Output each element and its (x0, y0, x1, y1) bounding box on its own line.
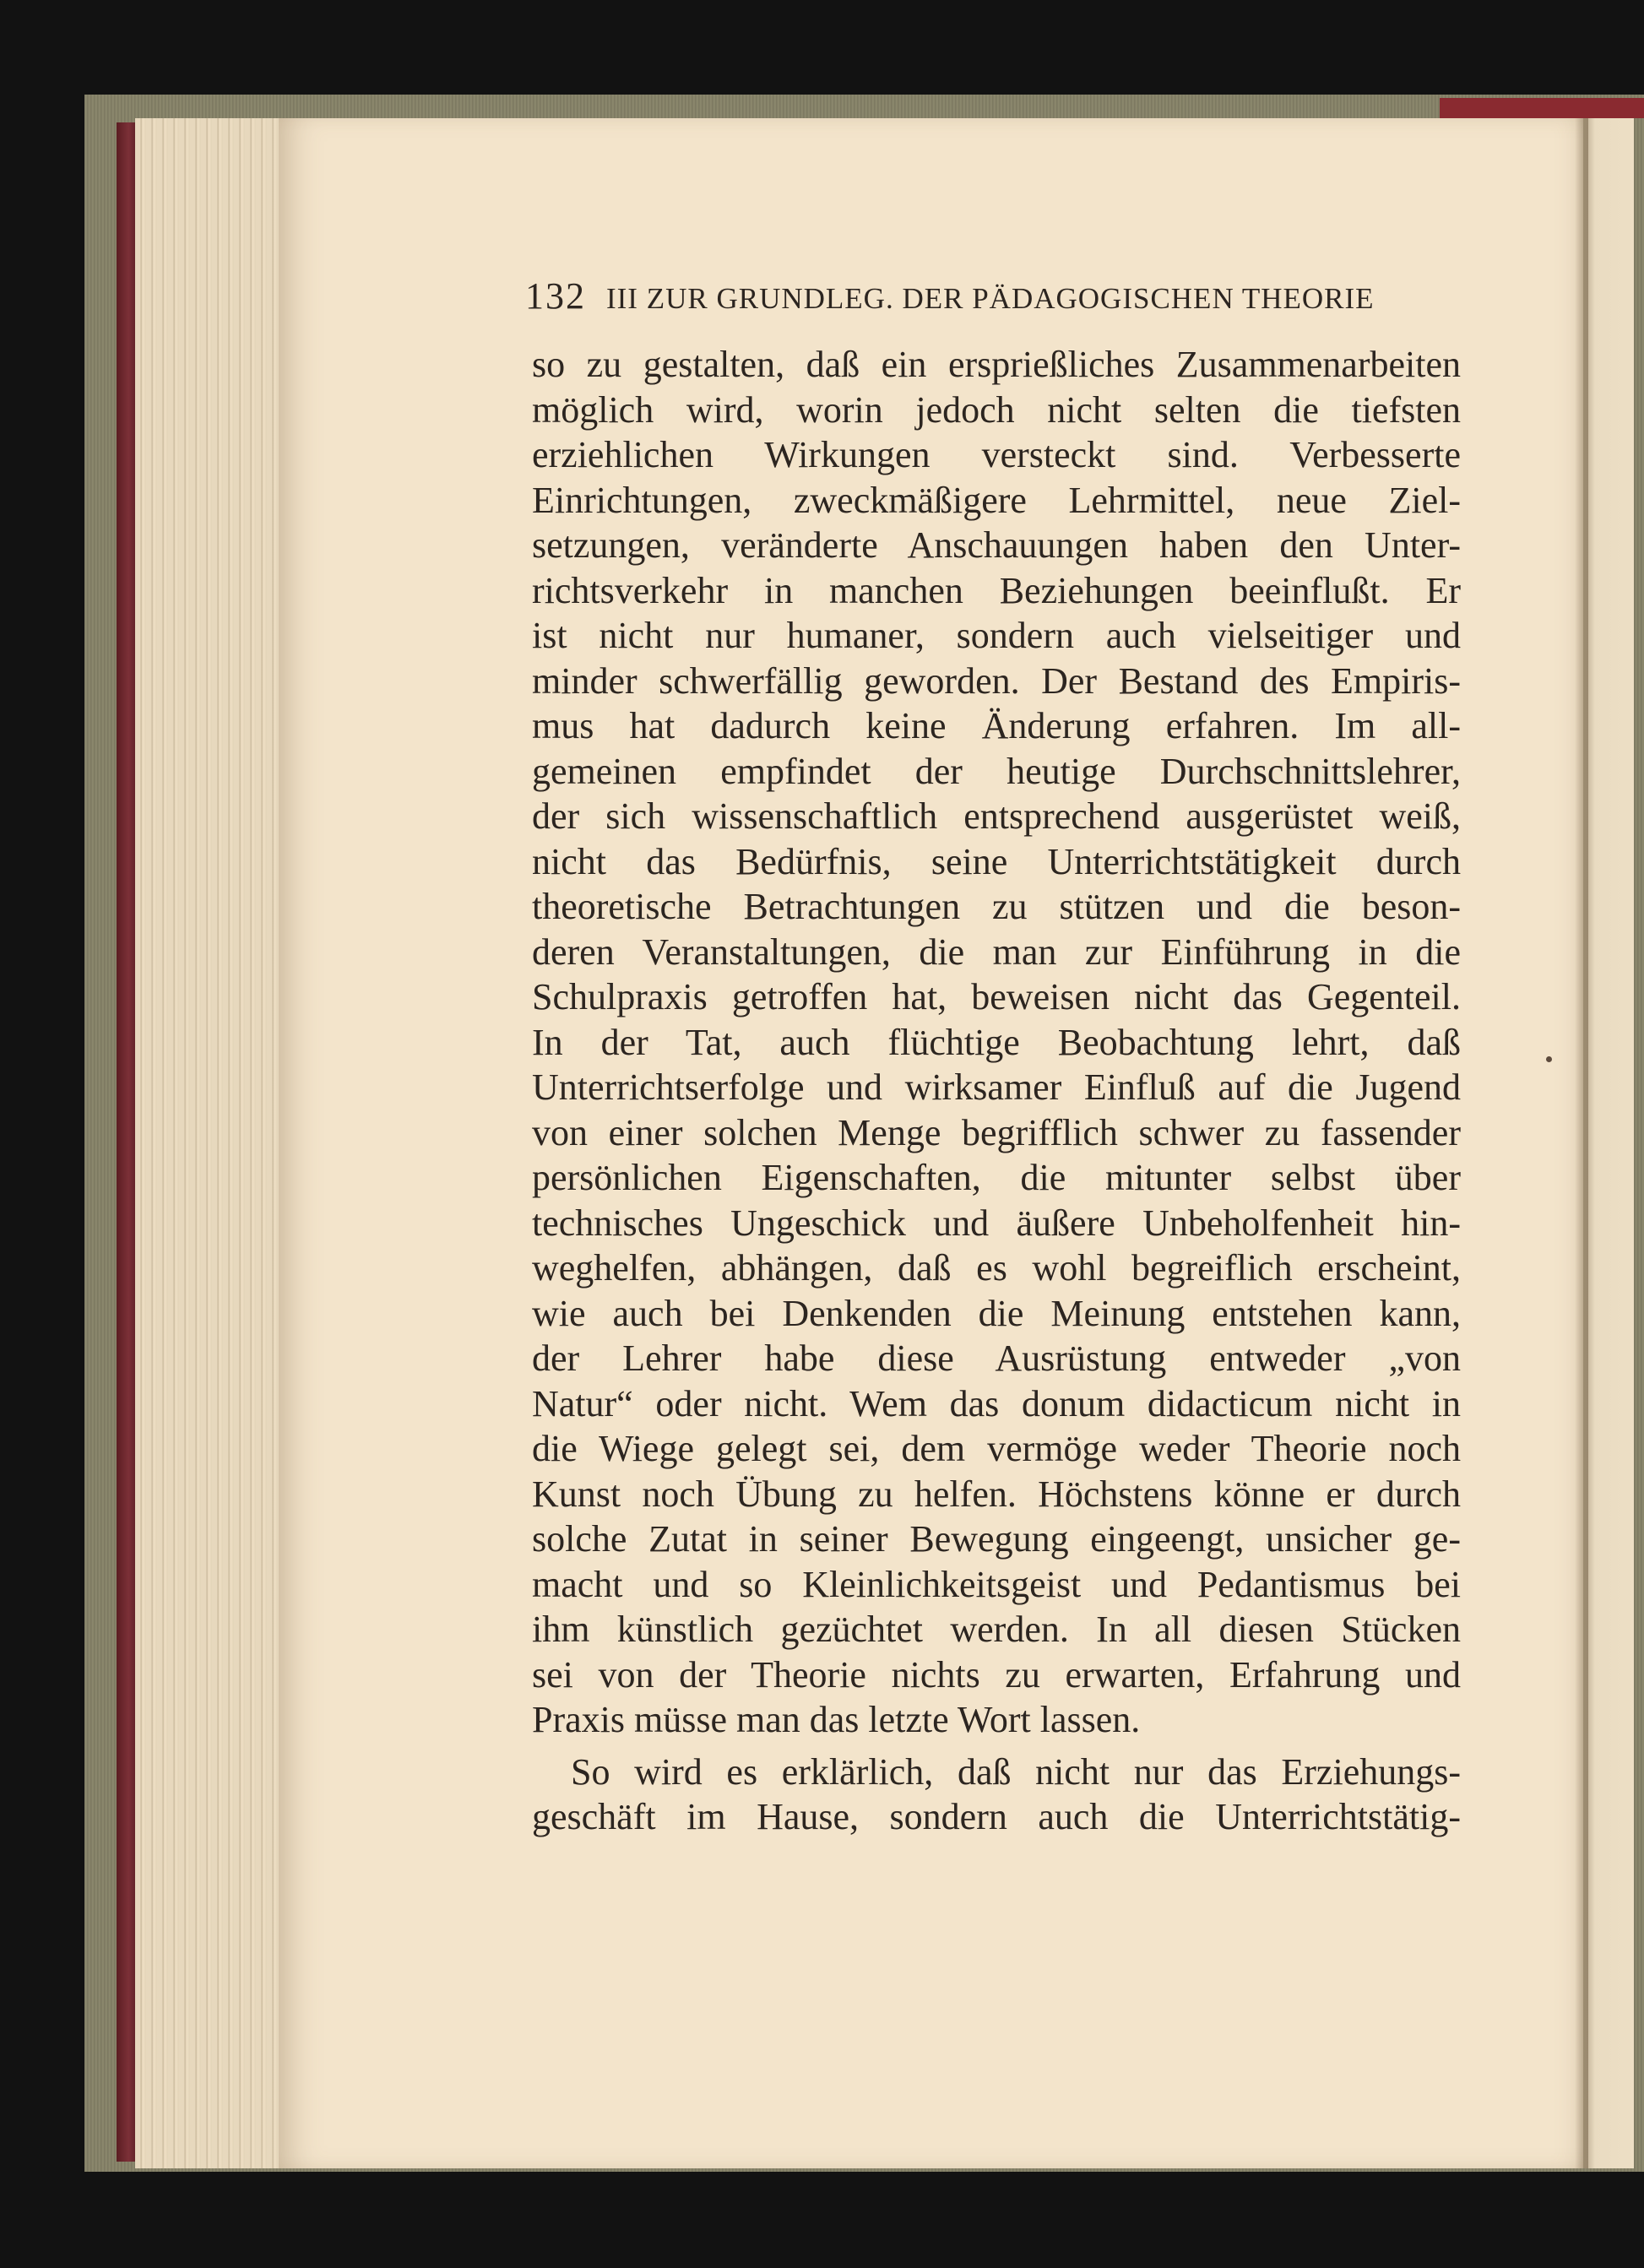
running-title: III ZUR GRUNDLEG. DER PÄDAGOGISCHEN THEORIE (606, 282, 1375, 315)
text-line: geschäft im Hause, sondern auch die Unterrichtstätig- (532, 1796, 1461, 1837)
text-line: möglich wird, worin jedoch nicht selten die tiefsten (532, 388, 1461, 431)
text-line: deren Veranstaltungen, die man zur Einführung in die (532, 931, 1461, 973)
text-line: Natur“ oder nicht. Wem das donum didacticum nicht in (532, 1382, 1461, 1424)
text-line: so zu gestalten, daß ein ersprießliches Zusammenarbeiten (532, 344, 1461, 385)
text-line: mus hat dadurch keine Änderung erfahren. Im all- (532, 705, 1461, 746)
running-head (525, 274, 1458, 325)
text-line: nicht das Bedürfnis, seine Unterrichtstätigkeit durch (532, 840, 1461, 882)
text-line: Einrichtungen, zweckmäßigere Lehrmittel, neue Ziel- (532, 479, 1461, 521)
text-line: von einer solchen Menge begrifflich schwer zu fassender (532, 1111, 1461, 1153)
text-line: sei von der Theorie nichts zu erwarten, Erfahrung und (532, 1653, 1461, 1696)
text-line: Kunst noch Übung zu helfen. Höchstens könne er durch (532, 1473, 1461, 1515)
text-line: theoretische Betrachtungen zu stützen und die beson- (532, 886, 1461, 927)
page-number: 132 (525, 275, 586, 317)
text-line: macht und so Kleinlichkeitsgeist und Pedantismus bei (532, 1563, 1461, 1605)
text-line: Schulpraxis getroffen hat, beweisen nicht das Gegenteil. (532, 976, 1461, 1017)
text-line: ihm künstlich gezüchtet werden. In all diesen Stücken (532, 1609, 1461, 1650)
paragraph-2 (532, 1750, 1461, 1840)
ink-speck (1546, 1056, 1552, 1062)
text-line: erziehlichen Wirkungen versteckt sind. Verbesserte (532, 434, 1461, 475)
text-line: weghelfen, abhängen, daß es wohl begreiflich erscheint, (532, 1247, 1461, 1289)
text-line: setzungen, veränderte Anschauungen haben den Unter- (532, 524, 1461, 566)
text-line: gemeinen empfindet der heutige Durchschnittslehrer, (532, 750, 1461, 792)
text-line: technisches Ungeschick und äußere Unbeholfenheit hin- (532, 1202, 1461, 1244)
text-line: wie auch bei Denkenden die Meinung entstehen kann, (532, 1292, 1461, 1334)
text-line: Unterrichtserfolge und wirksamer Einfluß auf die Jugend (532, 1066, 1461, 1108)
text-line: solche Zutat in seiner Bewegung eingeengt, unsicher ge- (532, 1518, 1461, 1560)
text-line: minder schwerfällig geworden. Der Bestand des Empiris- (532, 659, 1461, 702)
text-line: Praxis müsse man das letzte Wort lassen. (532, 1699, 1141, 1740)
text-line: der sich wissenschaftlich entsprechend ausgerüstet weiß, (532, 795, 1461, 837)
cover-red-edge (1440, 98, 1644, 118)
gutter-shadow (1575, 118, 1588, 2168)
text-line: ist nicht nur humaner, sondern auch vielseitiger und (532, 615, 1461, 656)
spine-edge (117, 122, 137, 2162)
facing-page (1583, 118, 1634, 2168)
text-line: persönlichen Eigenschaften, die mitunter selbst über (532, 1157, 1461, 1198)
text-line: richtsverkehr in manchen Beziehungen beeinflußt. Er (532, 569, 1461, 611)
text-line: die Wiege gelegt sei, dem vermöge weder Theorie noch (532, 1428, 1461, 1469)
paragraph-1 (532, 342, 1461, 1743)
text-line: der Lehrer habe diese Ausrüstung entweder „von (532, 1337, 1461, 1379)
body-text (532, 342, 1461, 1840)
text-line: In der Tat, auch flüchtige Beobachtung lehrt, daß (532, 1021, 1461, 1063)
text-line: So wird es erklärlich, daß nicht nur das Erziehungs- (571, 1750, 1461, 1793)
